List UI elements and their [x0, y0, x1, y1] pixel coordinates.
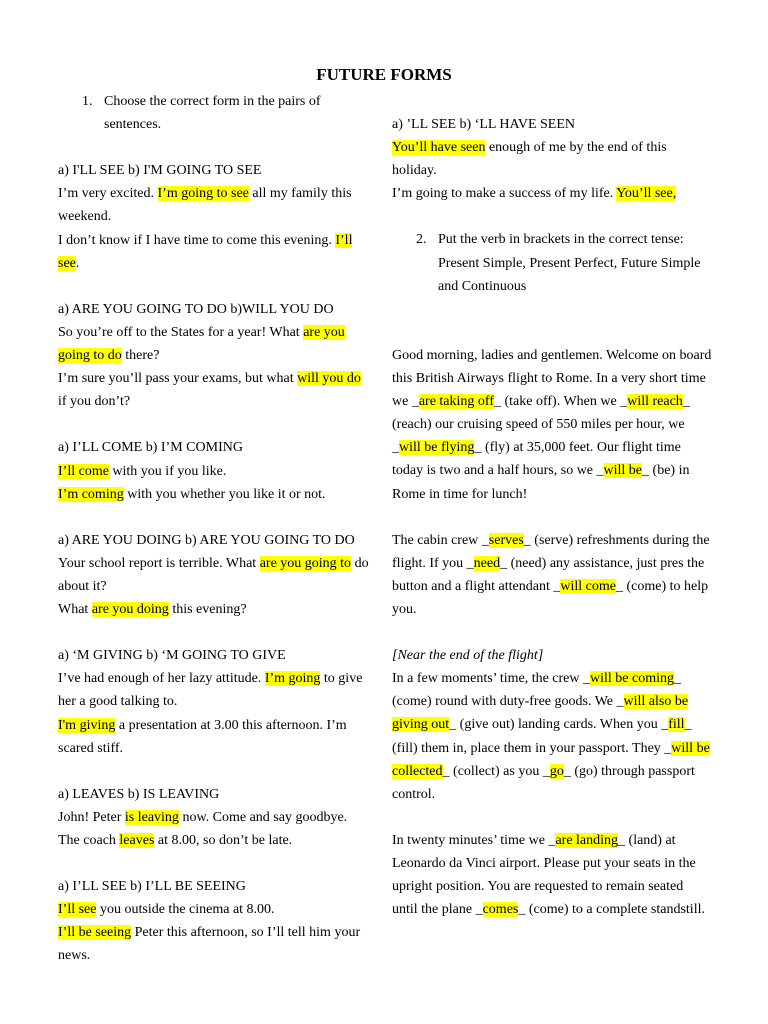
exercise-paragraph: In a few moments’ time, the crew _will be coming_ (come) round with duty-free goods. We _will also be giving out_ (give out) landing cards. When you _fill_ (fill) them in, place them in your passport. They _will be collected_ (collect) as you _go_ (go) through passport control. — [392, 671, 710, 802]
task-text: Put the verb in brackets in the correct tense: Present Simple, Present Perfect, Future Simple and Continuous — [438, 232, 701, 294]
exercise-sentence: What are you doing this evening? — [58, 602, 247, 618]
highlighted-answer: I’ll see — [58, 232, 353, 271]
stage-note: [Near the end of the flight] — [392, 648, 544, 664]
highlighted-answer: will come — [560, 578, 616, 594]
highlighted-answer: I’m going to see — [157, 186, 249, 202]
highlighted-answer: are you going to — [259, 555, 352, 571]
task-number: 2. — [416, 232, 427, 248]
option-heading: a) I’LL SEE b) I’LL BE SEEING — [58, 879, 246, 895]
task-2-instruction — [416, 228, 712, 297]
highlighted-answer: are you going to do — [58, 324, 345, 364]
option-heading: a) ARE YOU DOING b) ARE YOU GOING TO DO — [58, 532, 355, 548]
option-heading: a) ARE YOU GOING TO DO b)WILL YOU DO — [58, 301, 334, 317]
exercise-sentence: I’ve had enough of her lazy attitude. I’m going to give her a good talking to. — [58, 671, 363, 710]
exercise-sentence: You’ll have seen enough of me by the end of this holiday. — [392, 140, 667, 179]
task-number: 1. — [82, 94, 93, 109]
highlighted-answer: are landing — [555, 832, 619, 848]
option-heading: a) LEAVES b) IS LEAVING — [58, 786, 220, 802]
exercise-sentence: So you’re off to the States for a year! What are you going to do there? — [58, 324, 345, 364]
exercise-sentence: I’ll come with you if you like. — [58, 463, 227, 479]
option-heading: a) ’LL SEE b) ‘LL HAVE SEEN — [392, 117, 575, 132]
highlighted-answer: leaves — [119, 833, 155, 848]
highlighted-answer: fill — [668, 717, 685, 733]
exercise-paragraph: In twenty minutes’ time we _are landing_ (land) at Leonardo da Vinci airport. Please put your seats in the upright position. You are requested to remain seated until the plane _comes_ (come) to a complete standstill. — [392, 832, 705, 918]
highlighted-answer: I’m coming — [58, 486, 124, 502]
highlighted-answer: I’ll come — [58, 463, 109, 479]
highlighted-answer: I'm giving — [58, 717, 116, 733]
highlighted-answer: will be coming — [590, 671, 675, 687]
option-heading: a) ‘M GIVING b) ‘M GOING TO GIVE — [58, 648, 286, 664]
highlighted-answer: are taking off — [418, 394, 494, 410]
highlighted-answer: will be — [603, 463, 643, 479]
highlighted-answer: will you do — [297, 371, 361, 387]
option-heading: a) I’LL COME b) I’M COMING — [58, 440, 243, 456]
exercise-sentence: I don’t know if I have time to come this evening. I’ll see. — [58, 232, 353, 271]
highlighted-answer: You’ll have seen — [392, 140, 486, 156]
exercise-sentence: I’ll be seeing Peter this afternoon, so I’ll tell him your news. — [58, 925, 361, 964]
highlighted-answer: You’ll see, — [616, 186, 677, 202]
highlighted-answer: I’ll be seeing — [58, 925, 132, 941]
task-text: Choose the correct form in the pairs of sentences. — [104, 94, 321, 133]
exercise-sentence: I’m going to make a success of my life. You’ll see, — [392, 186, 677, 202]
highlighted-answer: I’m going — [264, 671, 321, 687]
highlighted-answer: are you doing — [91, 602, 169, 618]
highlighted-answer: go — [549, 763, 564, 779]
highlighted-answer: is leaving — [124, 809, 179, 825]
highlighted-answer: need — [473, 555, 501, 571]
highlighted-answer: will be flying — [399, 440, 475, 456]
exercise-sentence: I’m very excited. I’m going to see all my family this weekend. — [58, 186, 352, 225]
exercise-sentence: I'm giving a presentation at 3.00 this afternoon. I’m scared stiff. — [58, 717, 347, 756]
exercise-sentence: John! Peter is leaving now. Come and say goodbye. — [58, 809, 348, 825]
exercise-sentence: I’m sure you’ll pass your exams, but what will you do if you don’t? — [58, 371, 361, 410]
page-title: FUTURE FORMS — [316, 65, 452, 84]
exercise-sentence: Your school report is terrible. What are you going to do about it? — [58, 555, 369, 594]
exercise-sentence: I’ll see you outside the cinema at 8.00. — [58, 902, 275, 918]
highlighted-answer: serves — [488, 532, 524, 548]
highlighted-answer: I’ll see — [58, 902, 97, 918]
right-column — [392, 113, 712, 921]
exercise-paragraph: Good morning, ladies and gentlemen. Welcome on board this British Airways flight to Rome. In a very short time we _are taking off_ (take off). When we _will reach_ (reach) our cruising speed of 550 miles per hour, we _will be flying_ (fly) at 35,000 feet. Our flight time today is two and a half hours, so we _will be_ (be) in Rome in time for lunch! — [392, 347, 712, 502]
exercise-sentence: The coach leaves at 8.00, so don’t be late. — [58, 833, 293, 848]
highlighted-answer: will reach — [627, 394, 683, 410]
left-column — [58, 90, 370, 968]
highlighted-answer: will also be giving out — [392, 694, 689, 733]
exercise-sentence: I’m coming with you whether you like it or not. — [58, 486, 326, 502]
task-1-instruction — [82, 90, 370, 136]
highlighted-answer: will be collected — [392, 740, 710, 779]
highlighted-answer: comes — [482, 902, 519, 918]
exercise-paragraph: The cabin crew _serves_ (serve) refreshments during the flight. If you _need_ (need) any assistance, just pres the button and a flight attendant _will come_ (come) to help you. — [392, 532, 710, 617]
option-heading: a) I'LL SEE b) I'M GOING TO SEE — [58, 163, 262, 179]
